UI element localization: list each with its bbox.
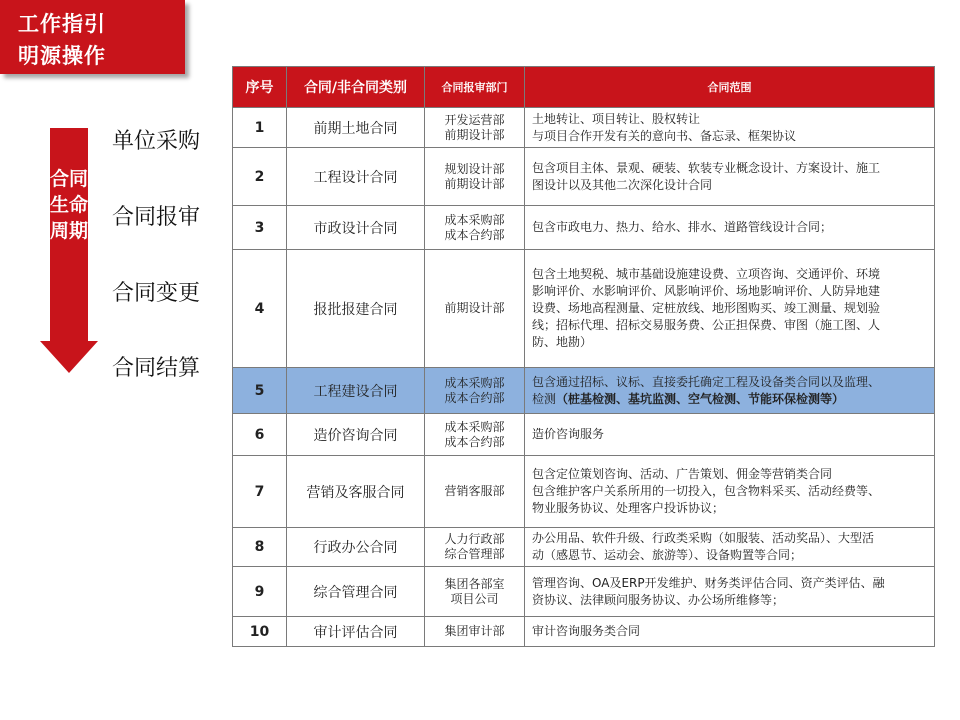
dept-line: 项目公司 (450, 591, 499, 606)
stage-item: 合同报审 (112, 205, 201, 230)
scope-line (532, 266, 927, 283)
scope-text: 管理咨询、OA及ERP开发维护、财务类评估合同、资产类评估、融 (532, 575, 885, 590)
scope-line (532, 219, 927, 236)
scope-line (532, 374, 927, 391)
header-no: 序号 (233, 67, 287, 108)
scope-line (532, 283, 927, 300)
header-scope: 合同范围 (525, 67, 935, 108)
cell-scope (525, 617, 935, 647)
cell-category: 综合管理合同 (287, 567, 425, 617)
scope-text: 造价咨询服务 (532, 427, 605, 441)
scope-text: 线；招标代理、招标交易服务费、公正担保费、审图（施工图、人 (532, 318, 881, 332)
table-row (233, 617, 935, 647)
stage-item: 单位采购 (112, 129, 201, 154)
dept-line: 成本合约部 (444, 434, 505, 449)
scope-text: 包含项目主体、景观、硬装、软装专业概念设计、方案设计、施工 (532, 160, 881, 175)
scope-text: 包含市政电力、热力、给水、排水、道路管线设计合同； (532, 220, 833, 234)
cell-category: 造价咨询合同 (287, 414, 425, 456)
cell-category: 市政设计合同 (287, 206, 425, 250)
cell-no: 5 (233, 368, 287, 414)
cell-scope (525, 528, 935, 567)
scope-line (532, 466, 927, 483)
scope-line (532, 547, 927, 564)
scope-line (532, 623, 927, 640)
table-row (233, 528, 935, 567)
stage-item: 合同变更 (112, 281, 201, 306)
scope-text: 设费、场地高程测量、定桩放线、地形图购买、竣工测量、规划验 (532, 301, 881, 315)
table-row (233, 206, 935, 250)
scope-line (532, 177, 927, 194)
cell-dept (425, 528, 525, 567)
dept-line: 成本采购部 (444, 375, 505, 390)
dept-line: 前期设计部 (444, 301, 505, 315)
cell-no: 2 (233, 148, 287, 206)
cell-dept (425, 250, 525, 368)
scope-line (532, 300, 927, 317)
scope-text: 影响评价、水影响评价、风影响评价、场地影响评价、人防异地建 (532, 284, 881, 298)
title-line-1: 工作指引 (18, 12, 106, 36)
dept-line: 集团审计部 (444, 624, 505, 638)
scope-text: 包含维护客户关系所用的一切投入，包含物料采买、活动经费等、 (532, 484, 881, 498)
cell-scope (525, 206, 935, 250)
scope-line (532, 334, 927, 351)
cell-dept (425, 456, 525, 528)
dept-line: 规划设计部 (444, 161, 505, 176)
lifecycle-label: 合同生命周期 (50, 168, 89, 242)
cell-scope (525, 414, 935, 456)
dept-line: 营销客服部 (444, 484, 505, 498)
cell-dept (425, 368, 525, 414)
scope-line (532, 111, 927, 128)
scope-text: 土地转让、项目转让、股权转让 (532, 111, 701, 126)
cell-no: 9 (233, 567, 287, 617)
cell-dept (425, 414, 525, 456)
cell-scope (525, 148, 935, 206)
cell-scope (525, 108, 935, 148)
header-category: 合同/非合同类别 (287, 67, 425, 108)
scope-text: 包含通过招标、议标、直接委托确定工程及设备类合同以及监理、 (532, 374, 881, 389)
scope-line (532, 530, 927, 547)
scope-line (532, 128, 927, 145)
scope-text: 审计咨询服务类合同 (532, 624, 641, 638)
scope-line (532, 575, 927, 592)
cell-category: 营销及客服合同 (287, 456, 425, 528)
dept-line: 综合管理部 (444, 547, 505, 561)
contract-table (232, 66, 935, 647)
cell-category: 工程建设合同 (287, 368, 425, 414)
cell-no: 10 (233, 617, 287, 647)
scope-line (532, 391, 927, 408)
scope-text: 包含定位策划咨询、活动、广告策划、佣金等营销类合同 (532, 467, 833, 481)
dept-line: 人力行政部 (444, 532, 505, 546)
cell-category: 前期土地合同 (287, 108, 425, 148)
cell-scope (525, 250, 935, 368)
cell-no: 8 (233, 528, 287, 567)
dept-line: 成本采购部 (444, 212, 505, 227)
table-row (233, 368, 935, 414)
cell-category: 报批报建合同 (287, 250, 425, 368)
cell-dept (425, 206, 525, 250)
dept-line: 成本合约部 (444, 227, 505, 242)
scope-line (532, 500, 927, 517)
header-dept: 合同报审部门 (425, 67, 525, 108)
arrow-down-icon (40, 341, 98, 373)
scope-bold-text: （桩基检测、基坑监测、空气检测、节能环保检测等） (556, 391, 845, 406)
cell-no: 6 (233, 414, 287, 456)
table-row (233, 414, 935, 456)
scope-text: 检测 (532, 391, 557, 406)
scope-line (532, 317, 927, 334)
title-line-2: 明源操作 (18, 44, 106, 68)
cell-no: 7 (233, 456, 287, 528)
table-row (233, 567, 935, 617)
dept-line: 成本采购部 (444, 419, 505, 434)
scope-text: 防、地勘） (532, 335, 593, 349)
title-banner (0, 0, 185, 74)
scope-line (532, 483, 927, 500)
cell-no: 4 (233, 250, 287, 368)
scope-text: 动（感恩节、运动会、旅游等）、设备购置等合同； (532, 548, 803, 562)
scope-text: 办公用品、软件升级、行政类采购（如服装、活动奖品）、大型活 (532, 531, 875, 545)
dept-line: 前期设计部 (444, 176, 505, 191)
cell-dept (425, 567, 525, 617)
cell-scope (525, 456, 935, 528)
cell-category: 行政办公合同 (287, 528, 425, 567)
scope-text: 与项目合作开发有关的意向书、备忘录、框架协议 (532, 128, 797, 143)
table-header-row (233, 67, 935, 108)
table-row (233, 456, 935, 528)
cell-scope (525, 368, 935, 414)
scope-line (532, 426, 927, 443)
dept-line: 开发运营部 (444, 112, 505, 127)
scope-line (532, 592, 927, 609)
table-row (233, 250, 935, 368)
table-row (233, 148, 935, 206)
scope-text: 包含土地契税、城市基础设施建设费、立项咨询、交通评价、环境 (532, 267, 881, 281)
scope-text: 物业服务协议、处理客户投诉协议； (532, 501, 725, 515)
cell-no: 3 (233, 206, 287, 250)
cell-category: 工程设计合同 (287, 148, 425, 206)
cell-dept (425, 108, 525, 148)
scope-text: 图设计以及其他二次深化设计合同 (532, 177, 713, 192)
scope-text: 资协议、法律顾问服务协议、办公场所维修等； (532, 592, 785, 607)
cell-no: 1 (233, 108, 287, 148)
dept-line: 前期设计部 (444, 127, 505, 142)
dept-line: 成本合约部 (444, 390, 505, 405)
lifecycle-arrow (40, 128, 98, 373)
cell-scope (525, 567, 935, 617)
cell-dept (425, 617, 525, 647)
dept-line: 集团各部室 (444, 576, 505, 591)
cell-dept (425, 148, 525, 206)
table-row (233, 108, 935, 148)
stage-item: 合同结算 (112, 356, 201, 381)
scope-line (532, 160, 927, 177)
cell-category: 审计评估合同 (287, 617, 425, 647)
